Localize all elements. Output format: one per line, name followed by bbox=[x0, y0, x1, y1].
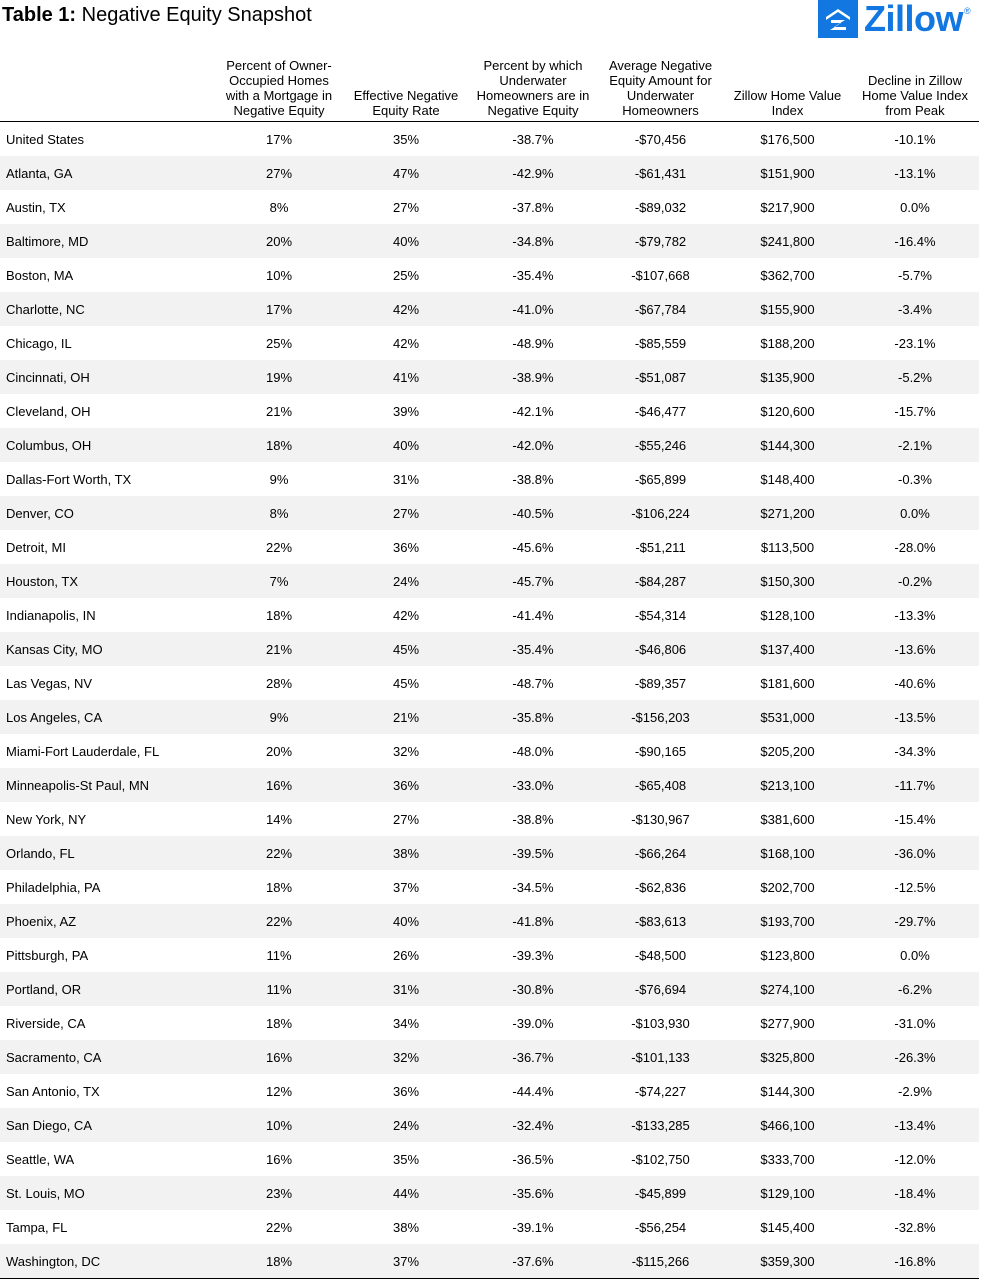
pct-negative-equity-cell: 8% bbox=[269, 199, 289, 215]
metro-cell: Houston, TX bbox=[0, 564, 215, 598]
pct-underwater-cell: -34.8% bbox=[469, 224, 597, 258]
pct-underwater-cell: -35.4% bbox=[512, 267, 554, 283]
home-value-index-cell: $531,000 bbox=[724, 700, 851, 734]
decline-from-peak-cell: -32.8% bbox=[894, 1219, 936, 1235]
avg-negative-equity-cell: -$106,224 bbox=[597, 496, 724, 530]
avg-negative-equity-cell: -$66,264 bbox=[597, 836, 724, 870]
decline-from-peak-cell: -12.0% bbox=[894, 1151, 936, 1167]
pct-underwater-cell: -45.6% bbox=[512, 539, 554, 555]
avg-negative-equity-cell: -$79,782 bbox=[597, 224, 724, 258]
decline-from-peak-cell: -16.8% bbox=[851, 1244, 979, 1279]
effective-rate-cell: 36% bbox=[392, 539, 420, 555]
pct-negative-equity-cell: 22% bbox=[215, 904, 343, 938]
avg-negative-equity-cell: -$51,211 bbox=[635, 539, 686, 555]
effective-rate-cell: 32% bbox=[392, 743, 420, 759]
table-row bbox=[0, 326, 979, 360]
decline-from-peak-cell: -2.1% bbox=[851, 428, 979, 462]
avg-negative-equity-cell: -$84,287 bbox=[597, 564, 724, 598]
home-value-index-cell: $168,100 bbox=[724, 836, 851, 870]
pct-underwater-cell: -35.8% bbox=[469, 700, 597, 734]
avg-negative-equity-cell: -$130,967 bbox=[631, 811, 690, 827]
home-value-index-cell: $277,900 bbox=[760, 1015, 815, 1031]
table-row bbox=[0, 1244, 979, 1279]
registered-mark: ® bbox=[964, 6, 971, 16]
decline-from-peak-cell: -13.6% bbox=[851, 632, 979, 666]
avg-negative-equity-cell: -$48,500 bbox=[634, 947, 687, 963]
metro-cell: Minneapolis-St Paul, MN bbox=[0, 768, 215, 802]
pct-negative-equity-cell: 19% bbox=[215, 360, 343, 394]
pct-underwater-cell: -40.5% bbox=[469, 496, 597, 530]
effective-rate-cell: 38% bbox=[392, 1219, 420, 1235]
pct-negative-equity-cell: 14% bbox=[265, 811, 293, 827]
pct-underwater-cell: -34.5% bbox=[512, 879, 554, 895]
effective-rate-cell: 45% bbox=[343, 632, 469, 666]
home-value-index-cell: $113,500 bbox=[760, 539, 815, 555]
table-row bbox=[0, 938, 979, 972]
metro-cell: Phoenix, AZ bbox=[0, 904, 215, 938]
metro-cell: Tampa, FL bbox=[6, 1219, 68, 1235]
decline-from-peak-cell: -40.6% bbox=[894, 675, 936, 691]
avg-negative-equity-cell: -$115,266 bbox=[597, 1244, 724, 1279]
home-value-index-cell: $274,100 bbox=[724, 972, 851, 1006]
header-metro bbox=[0, 34, 215, 122]
avg-negative-equity-cell: -$103,930 bbox=[631, 1015, 690, 1031]
metro-cell: San Diego, CA bbox=[0, 1108, 215, 1142]
avg-negative-equity-cell: -$56,254 bbox=[634, 1219, 687, 1235]
metro-cell: Seattle, WA bbox=[6, 1151, 75, 1167]
effective-rate-cell: 27% bbox=[392, 199, 420, 215]
table-row bbox=[0, 428, 979, 462]
decline-from-peak-cell: -12.5% bbox=[894, 879, 936, 895]
avg-negative-equity-cell: -$65,408 bbox=[597, 768, 724, 802]
metro-cell: Columbus, OH bbox=[0, 428, 215, 462]
pct-underwater-cell: -41.4% bbox=[512, 607, 554, 623]
pct-underwater-cell: -42.9% bbox=[469, 156, 597, 190]
metro-cell: Pittsburgh, PA bbox=[6, 947, 89, 963]
effective-rate-cell: 26% bbox=[392, 947, 420, 963]
home-value-index-cell: $145,400 bbox=[760, 1219, 815, 1235]
home-value-index-cell: $241,800 bbox=[724, 224, 851, 258]
decline-from-peak-cell: -15.4% bbox=[894, 811, 936, 827]
table-title bbox=[2, 2, 312, 28]
pct-underwater-cell: -37.8% bbox=[512, 199, 554, 215]
effective-rate-cell: 39% bbox=[392, 403, 420, 419]
avg-negative-equity-cell: -$89,357 bbox=[634, 675, 687, 691]
metro-cell: Detroit, MI bbox=[6, 539, 66, 555]
home-value-index-cell: $144,300 bbox=[724, 428, 851, 462]
pct-underwater-cell: -30.8% bbox=[469, 972, 597, 1006]
table-row bbox=[0, 1040, 979, 1074]
home-value-index-cell: $181,600 bbox=[760, 675, 815, 691]
pct-underwater-cell: -41.0% bbox=[469, 292, 597, 326]
effective-rate-cell: 36% bbox=[392, 1083, 420, 1099]
avg-negative-equity-cell: -$51,087 bbox=[597, 360, 724, 394]
pct-negative-equity-cell: 17% bbox=[265, 131, 293, 147]
home-value-index-cell: $123,800 bbox=[760, 947, 815, 963]
decline-from-peak-cell: -6.2% bbox=[851, 972, 979, 1006]
table-number: Table 1: bbox=[2, 4, 77, 26]
pct-negative-equity-cell: 25% bbox=[265, 335, 293, 351]
effective-rate-cell: 42% bbox=[392, 335, 420, 351]
effective-rate-cell: 44% bbox=[343, 1176, 469, 1210]
decline-from-peak-cell: -28.0% bbox=[894, 539, 936, 555]
header-avg-negative-equity: Average Negative Equity Amount for Underwater Homeowners bbox=[597, 34, 724, 122]
decline-from-peak-cell: -11.7% bbox=[851, 768, 979, 802]
avg-negative-equity-cell: -$55,246 bbox=[597, 428, 724, 462]
decline-from-peak-cell: -0.3% bbox=[898, 471, 932, 487]
home-value-index-cell: $144,300 bbox=[760, 1083, 815, 1099]
decline-from-peak-cell: -15.7% bbox=[894, 403, 936, 419]
metro-cell: St. Louis, MO bbox=[0, 1176, 215, 1210]
home-value-index-cell: $381,600 bbox=[760, 811, 815, 827]
table-row bbox=[0, 836, 979, 870]
decline-from-peak-cell: 0.0% bbox=[900, 199, 930, 215]
metro-cell: Charlotte, NC bbox=[0, 292, 215, 326]
pct-underwater-cell: -33.0% bbox=[469, 768, 597, 802]
effective-rate-cell: 42% bbox=[343, 292, 469, 326]
metro-cell: New York, NY bbox=[6, 811, 87, 827]
table-row bbox=[0, 1210, 979, 1244]
table-row bbox=[0, 870, 979, 904]
pct-underwater-cell: -38.9% bbox=[469, 360, 597, 394]
effective-rate-cell: 32% bbox=[343, 1040, 469, 1074]
decline-from-peak-cell: -13.1% bbox=[851, 156, 979, 190]
table-row bbox=[0, 972, 979, 1006]
home-value-index-cell: $155,900 bbox=[724, 292, 851, 326]
pct-underwater-cell: -48.7% bbox=[512, 675, 554, 691]
zillow-logo bbox=[818, 0, 971, 38]
pct-underwater-cell: -37.6% bbox=[469, 1244, 597, 1279]
decline-from-peak-cell: -26.3% bbox=[851, 1040, 979, 1074]
effective-rate-cell: 25% bbox=[392, 267, 420, 283]
effective-rate-cell: 31% bbox=[392, 471, 420, 487]
effective-rate-cell: 35% bbox=[392, 131, 420, 147]
pct-underwater-cell: -41.8% bbox=[469, 904, 597, 938]
pct-underwater-cell: -35.4% bbox=[469, 632, 597, 666]
table-row bbox=[0, 1176, 979, 1210]
home-value-index-cell: $362,700 bbox=[760, 267, 815, 283]
pct-negative-equity-cell: 16% bbox=[265, 1151, 293, 1167]
table-row bbox=[0, 156, 979, 190]
home-value-index-cell: $325,800 bbox=[724, 1040, 851, 1074]
header-row bbox=[0, 34, 979, 122]
table-row bbox=[0, 734, 979, 768]
home-value-index-cell: $271,200 bbox=[724, 496, 851, 530]
pct-negative-equity-cell: 20% bbox=[265, 743, 293, 759]
metro-cell: Washington, DC bbox=[0, 1244, 215, 1279]
table-row bbox=[0, 904, 979, 938]
effective-rate-cell: 38% bbox=[343, 836, 469, 870]
metro-cell: Sacramento, CA bbox=[0, 1040, 215, 1074]
table-row bbox=[0, 122, 979, 157]
pct-underwater-cell: -48.9% bbox=[512, 335, 554, 351]
metro-cell: Las Vegas, NV bbox=[6, 675, 92, 691]
decline-from-peak-cell: -10.1% bbox=[894, 131, 936, 147]
pct-negative-equity-cell: 10% bbox=[265, 267, 293, 283]
metro-cell: Austin, TX bbox=[6, 199, 66, 215]
avg-negative-equity-cell: -$65,899 bbox=[634, 471, 687, 487]
avg-negative-equity-cell: -$85,559 bbox=[634, 335, 687, 351]
header-decline-from-peak: Decline in Zillow Home Value Index from Peak bbox=[851, 34, 979, 122]
pct-negative-equity-cell: 11% bbox=[215, 972, 343, 1006]
decline-from-peak-cell: -3.4% bbox=[851, 292, 979, 326]
home-value-index-cell: $213,100 bbox=[724, 768, 851, 802]
table-row bbox=[0, 666, 979, 700]
home-value-index-cell: $193,700 bbox=[724, 904, 851, 938]
home-value-index-cell: $466,100 bbox=[724, 1108, 851, 1142]
metro-cell: Atlanta, GA bbox=[0, 156, 215, 190]
home-value-index-cell: $148,400 bbox=[760, 471, 815, 487]
table-row bbox=[0, 1108, 979, 1142]
table-row bbox=[0, 224, 979, 258]
table-row bbox=[0, 496, 979, 530]
avg-negative-equity-cell: -$102,750 bbox=[631, 1151, 690, 1167]
home-value-index-cell: $202,700 bbox=[760, 879, 815, 895]
pct-underwater-cell: -39.5% bbox=[469, 836, 597, 870]
effective-rate-cell: 37% bbox=[392, 879, 420, 895]
avg-negative-equity-cell: -$61,431 bbox=[597, 156, 724, 190]
table-row bbox=[0, 632, 979, 666]
pct-negative-equity-cell: 9% bbox=[269, 471, 289, 487]
avg-negative-equity-cell: -$133,285 bbox=[597, 1108, 724, 1142]
home-value-index-cell: $151,900 bbox=[724, 156, 851, 190]
metro-cell: Kansas City, MO bbox=[0, 632, 215, 666]
table-row bbox=[0, 394, 979, 428]
metro-cell: Cleveland, OH bbox=[6, 403, 91, 419]
effective-rate-cell: 36% bbox=[343, 768, 469, 802]
table-row bbox=[0, 1006, 979, 1040]
pct-negative-equity-cell: 28% bbox=[265, 675, 293, 691]
avg-negative-equity-cell: -$70,456 bbox=[634, 131, 687, 147]
decline-from-peak-cell: 0.0% bbox=[900, 947, 930, 963]
pct-negative-equity-cell: 18% bbox=[265, 879, 293, 895]
pct-underwater-cell: -36.5% bbox=[512, 1151, 554, 1167]
effective-rate-cell: 27% bbox=[392, 811, 420, 827]
metro-cell: Orlando, FL bbox=[0, 836, 215, 870]
pct-negative-equity-cell: 12% bbox=[265, 1083, 293, 1099]
pct-negative-equity-cell: 22% bbox=[215, 836, 343, 870]
avg-negative-equity-cell: -$101,133 bbox=[597, 1040, 724, 1074]
table-row bbox=[0, 564, 979, 598]
metro-cell: Riverside, CA bbox=[6, 1015, 86, 1031]
home-value-index-cell: $333,700 bbox=[760, 1151, 815, 1167]
metro-cell: Chicago, IL bbox=[6, 335, 72, 351]
home-value-index-cell: $188,200 bbox=[760, 335, 815, 351]
pct-underwater-cell: -36.7% bbox=[469, 1040, 597, 1074]
avg-negative-equity-cell: -$67,784 bbox=[597, 292, 724, 326]
effective-rate-cell: 31% bbox=[343, 972, 469, 1006]
header-pct-underwater: Percent by which Underwater Homeowners are in Negative Equity bbox=[469, 34, 597, 122]
table-row bbox=[0, 462, 979, 496]
zillow-house-icon bbox=[818, 0, 858, 38]
decline-from-peak-cell: -34.3% bbox=[894, 743, 936, 759]
decline-from-peak-cell: -0.2% bbox=[851, 564, 979, 598]
table-row bbox=[0, 190, 979, 224]
home-value-index-cell: $129,100 bbox=[724, 1176, 851, 1210]
avg-negative-equity-cell: -$76,694 bbox=[597, 972, 724, 1006]
effective-rate-cell: 21% bbox=[343, 700, 469, 734]
pct-negative-equity-cell: 21% bbox=[265, 403, 293, 419]
pct-underwater-cell: -38.8% bbox=[512, 811, 554, 827]
metro-cell: United States bbox=[6, 131, 85, 147]
effective-rate-cell: 47% bbox=[343, 156, 469, 190]
header-home-value-index: Zillow Home Value Index bbox=[724, 34, 851, 122]
pct-negative-equity-cell: 18% bbox=[215, 428, 343, 462]
effective-rate-cell: 24% bbox=[343, 564, 469, 598]
effective-rate-cell: 40% bbox=[343, 904, 469, 938]
pct-underwater-cell: -39.1% bbox=[512, 1219, 554, 1235]
effective-rate-cell: 34% bbox=[392, 1015, 420, 1031]
avg-negative-equity-cell: -$45,899 bbox=[597, 1176, 724, 1210]
avg-negative-equity-cell: -$54,314 bbox=[634, 607, 687, 623]
effective-rate-cell: 35% bbox=[392, 1151, 420, 1167]
pct-underwater-cell: -35.6% bbox=[469, 1176, 597, 1210]
avg-negative-equity-cell: -$90,165 bbox=[634, 743, 687, 759]
pct-negative-equity-cell: 11% bbox=[266, 947, 292, 963]
pct-negative-equity-cell: 7% bbox=[215, 564, 343, 598]
home-value-index-cell: $359,300 bbox=[724, 1244, 851, 1279]
pct-underwater-cell: -48.0% bbox=[512, 743, 554, 759]
header-effective-rate: Effective Negative Equity Rate bbox=[343, 34, 469, 122]
effective-rate-cell: 42% bbox=[392, 607, 420, 623]
home-value-index-cell: $137,400 bbox=[724, 632, 851, 666]
table-row bbox=[0, 768, 979, 802]
metro-cell: Denver, CO bbox=[0, 496, 215, 530]
table-row bbox=[0, 700, 979, 734]
pct-underwater-cell: -38.7% bbox=[512, 131, 554, 147]
pct-underwater-cell: -39.0% bbox=[512, 1015, 554, 1031]
effective-rate-cell: 37% bbox=[343, 1244, 469, 1279]
pct-underwater-cell: -38.8% bbox=[512, 471, 554, 487]
table-row bbox=[0, 598, 979, 632]
table-row bbox=[0, 1142, 979, 1176]
effective-rate-cell: 45% bbox=[392, 675, 420, 691]
zillow-logo-text: Zillow bbox=[864, 0, 963, 39]
decline-from-peak-cell: -13.4% bbox=[851, 1108, 979, 1142]
effective-rate-cell: 40% bbox=[343, 428, 469, 462]
effective-rate-cell: 24% bbox=[343, 1108, 469, 1142]
home-value-index-cell: $176,500 bbox=[760, 131, 815, 147]
decline-from-peak-cell: 0.0% bbox=[851, 496, 979, 530]
home-value-index-cell: $150,300 bbox=[724, 564, 851, 598]
decline-from-peak-cell: -29.7% bbox=[851, 904, 979, 938]
pct-negative-equity-cell: 10% bbox=[215, 1108, 343, 1142]
decline-from-peak-cell: -36.0% bbox=[851, 836, 979, 870]
decline-from-peak-cell: -31.0% bbox=[894, 1015, 936, 1031]
decline-from-peak-cell: -5.7% bbox=[898, 267, 932, 283]
pct-negative-equity-cell: 18% bbox=[215, 1244, 343, 1279]
decline-from-peak-cell: -13.5% bbox=[851, 700, 979, 734]
table-row bbox=[0, 1074, 979, 1108]
avg-negative-equity-cell: -$46,806 bbox=[597, 632, 724, 666]
pct-negative-equity-cell: 18% bbox=[265, 1015, 293, 1031]
metro-cell: Dallas-Fort Worth, TX bbox=[6, 471, 132, 487]
effective-rate-cell: 27% bbox=[343, 496, 469, 530]
effective-rate-cell: 40% bbox=[343, 224, 469, 258]
home-value-index-cell: $217,900 bbox=[760, 199, 815, 215]
home-value-index-cell: $120,600 bbox=[760, 403, 815, 419]
pct-negative-equity-cell: 16% bbox=[215, 1040, 343, 1074]
metro-cell: Baltimore, MD bbox=[0, 224, 215, 258]
decline-from-peak-cell: -2.9% bbox=[898, 1083, 932, 1099]
table-row bbox=[0, 258, 979, 292]
pct-underwater-cell: -39.3% bbox=[512, 947, 554, 963]
pct-negative-equity-cell: 22% bbox=[265, 539, 293, 555]
pct-underwater-cell: -42.0% bbox=[469, 428, 597, 462]
metro-cell: Portland, OR bbox=[0, 972, 215, 1006]
metro-cell: Boston, MA bbox=[6, 267, 74, 283]
avg-negative-equity-cell: -$46,477 bbox=[634, 403, 687, 419]
pct-underwater-cell: -32.4% bbox=[469, 1108, 597, 1142]
pct-negative-equity-cell: 8% bbox=[215, 496, 343, 530]
header-pct-negative-equity: Percent of Owner-Occupied Homes with a Mortgage in Negative Equity bbox=[215, 34, 343, 122]
pct-negative-equity-cell: 17% bbox=[215, 292, 343, 326]
metro-cell: Miami-Fort Lauderdale, FL bbox=[6, 743, 160, 759]
pct-negative-equity-cell: 21% bbox=[215, 632, 343, 666]
avg-negative-equity-cell: -$89,032 bbox=[634, 199, 687, 215]
pct-negative-equity-cell: 9% bbox=[215, 700, 343, 734]
table-row bbox=[0, 360, 979, 394]
avg-negative-equity-cell: -$74,227 bbox=[634, 1083, 687, 1099]
pct-negative-equity-cell: 18% bbox=[265, 607, 293, 623]
pct-negative-equity-cell: 20% bbox=[215, 224, 343, 258]
avg-negative-equity-cell: -$156,203 bbox=[597, 700, 724, 734]
table-row bbox=[0, 802, 979, 836]
decline-from-peak-cell: -16.4% bbox=[851, 224, 979, 258]
pct-underwater-cell: -42.1% bbox=[512, 403, 554, 419]
negative-equity-table bbox=[0, 34, 979, 1279]
table-row bbox=[0, 292, 979, 326]
decline-from-peak-cell: -13.3% bbox=[894, 607, 936, 623]
home-value-index-cell: $135,900 bbox=[724, 360, 851, 394]
avg-negative-equity-cell: -$83,613 bbox=[597, 904, 724, 938]
decline-from-peak-cell: -5.2% bbox=[851, 360, 979, 394]
table-row bbox=[0, 530, 979, 564]
pct-negative-equity-cell: 22% bbox=[265, 1219, 293, 1235]
avg-negative-equity-cell: -$107,668 bbox=[631, 267, 690, 283]
table-body bbox=[0, 122, 979, 1279]
pct-negative-equity-cell: 23% bbox=[215, 1176, 343, 1210]
pct-underwater-cell: -44.4% bbox=[512, 1083, 554, 1099]
metro-cell: Indianapolis, IN bbox=[6, 607, 96, 623]
pct-underwater-cell: -45.7% bbox=[469, 564, 597, 598]
pct-negative-equity-cell: 27% bbox=[215, 156, 343, 190]
metro-cell: Philadelphia, PA bbox=[6, 879, 101, 895]
pct-negative-equity-cell: 16% bbox=[215, 768, 343, 802]
effective-rate-cell: 41% bbox=[343, 360, 469, 394]
metro-cell: San Antonio, TX bbox=[6, 1083, 100, 1099]
metro-cell: Los Angeles, CA bbox=[0, 700, 215, 734]
home-value-index-cell: $205,200 bbox=[760, 743, 815, 759]
decline-from-peak-cell: -18.4% bbox=[851, 1176, 979, 1210]
decline-from-peak-cell: -23.1% bbox=[894, 335, 936, 351]
table-title-text: Negative Equity Snapshot bbox=[76, 4, 312, 26]
metro-cell: Cincinnati, OH bbox=[0, 360, 215, 394]
home-value-index-cell: $128,100 bbox=[760, 607, 815, 623]
avg-negative-equity-cell: -$62,836 bbox=[634, 879, 687, 895]
